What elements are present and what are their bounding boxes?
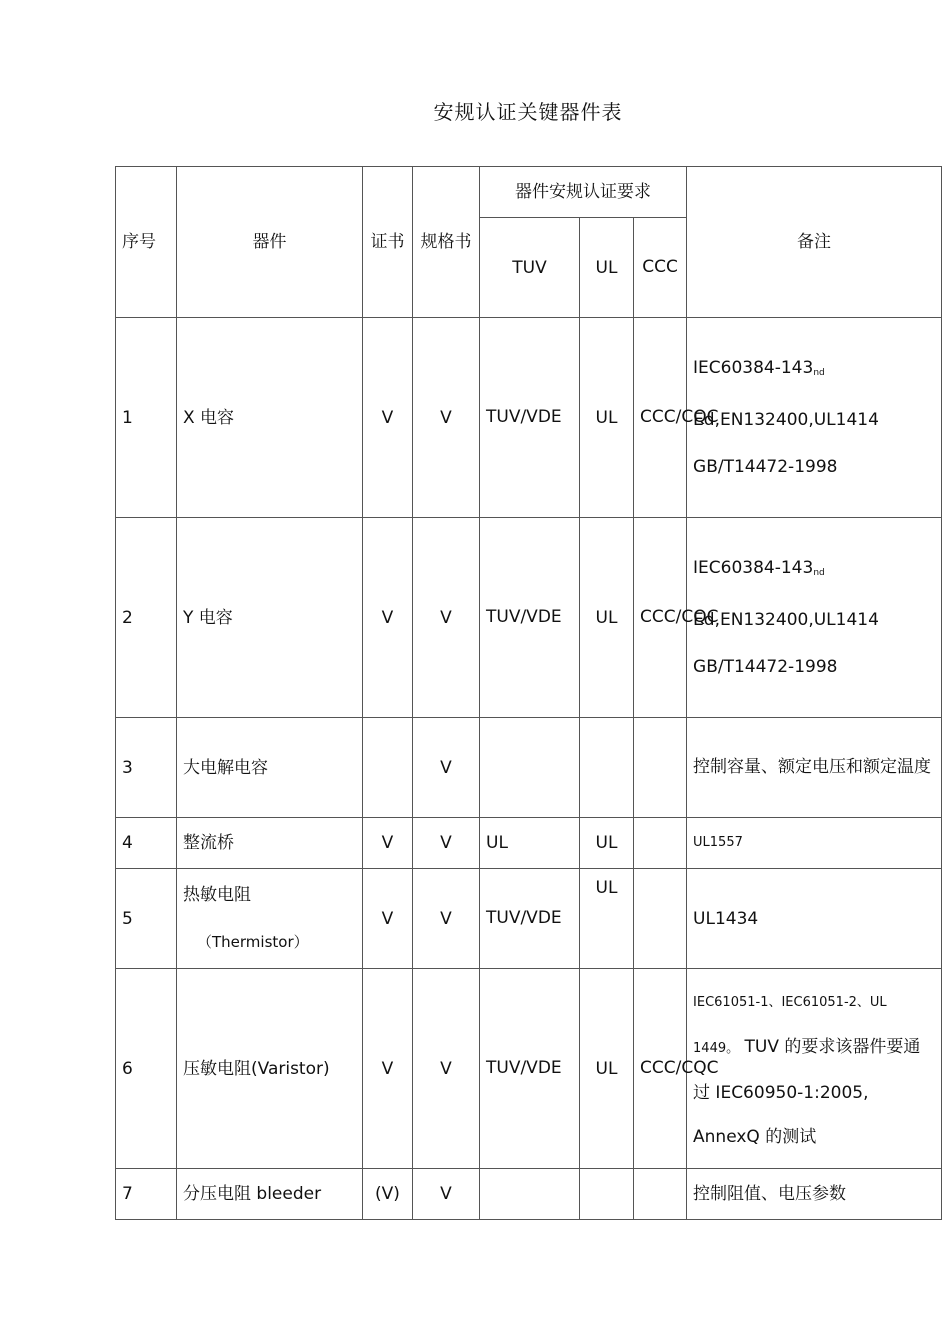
row-part	[177, 869, 363, 969]
row-spec: V	[413, 869, 480, 969]
table-row	[116, 518, 942, 718]
row-tuv: TUV/VDE	[480, 869, 580, 969]
row-cert: V	[363, 969, 413, 1169]
row-cert: V	[363, 818, 413, 869]
row-spec: V	[413, 518, 480, 718]
row-no: 1	[116, 318, 177, 518]
row-part: 压敏电阻(Varistor)	[177, 969, 363, 1169]
row-ul: UL	[580, 969, 634, 1169]
row-remark: UL1434	[687, 869, 942, 969]
row-part: X 电容	[177, 318, 363, 518]
table-row	[116, 969, 942, 1169]
row-remark	[687, 969, 942, 1169]
part-english-name: （Thermistor）	[197, 932, 309, 951]
remark-standards: Ed,EN132400,UL1414	[693, 409, 879, 430]
row-part: 大电解电容	[177, 718, 363, 818]
row-remark	[687, 518, 942, 718]
table-row	[116, 318, 942, 518]
remark-standard: IEC60384-143	[693, 557, 814, 578]
remark-standards: Ed,EN132400,UL1414	[693, 609, 879, 630]
row-spec: V	[413, 1169, 480, 1220]
row-spec: V	[413, 969, 480, 1169]
table-row	[116, 718, 942, 818]
row-no: 5	[116, 869, 177, 969]
remark-tuv-requirement: TUV 的要求该器件要通过 IEC60950-1:2005, AnnexQ 的测试	[693, 1036, 921, 1147]
row-ul	[580, 1169, 634, 1220]
row-remark: UL1557	[687, 818, 942, 869]
row-ul: UL	[580, 518, 634, 718]
row-ul: UL	[580, 818, 634, 869]
row-spec: V	[413, 318, 480, 518]
row-spec: V	[413, 818, 480, 869]
row-tuv: TUV/VDE	[480, 518, 580, 718]
row-no: 3	[116, 718, 177, 818]
row-tuv: TUV/VDE	[480, 969, 580, 1169]
header-cert: 证书	[363, 167, 413, 318]
header-ul: UL	[580, 218, 634, 318]
row-cert: V	[363, 318, 413, 518]
row-part: 分压电阻 bleeder	[177, 1169, 363, 1220]
remark-superscript: nd	[813, 567, 825, 578]
header-no: 序号	[116, 167, 177, 318]
document-title: 安规认证关键器件表	[433, 100, 623, 124]
row-ccc: CCC/CQC	[634, 969, 687, 1169]
row-remark: 控制容量、额定电压和额定温度	[687, 718, 942, 818]
header-ccc: CCC	[634, 218, 687, 318]
row-part: 整流桥	[177, 818, 363, 869]
row-ccc	[634, 1169, 687, 1220]
header-cert-requirements: 器件安规认证要求	[480, 167, 687, 218]
remark-superscript: nd	[813, 367, 825, 378]
row-remark: 控制阻值、电压参数	[687, 1169, 942, 1220]
row-tuv: UL	[480, 818, 580, 869]
header-tuv: TUV	[480, 218, 580, 318]
row-ccc: CCC/CQC	[634, 518, 687, 718]
row-ul: UL	[580, 869, 634, 969]
row-no: 7	[116, 1169, 177, 1220]
row-part: Y 电容	[177, 518, 363, 718]
row-no: 4	[116, 818, 177, 869]
row-cert: V	[363, 518, 413, 718]
row-ul	[580, 718, 634, 818]
row-ccc	[634, 869, 687, 969]
row-ccc: CCC/CQC	[634, 318, 687, 518]
remark-gb: GB/T14472-1998	[693, 456, 838, 477]
table-row	[116, 1169, 942, 1220]
header-remark: 备注	[687, 167, 942, 318]
row-ul: UL	[580, 318, 634, 518]
row-ccc	[634, 818, 687, 869]
part-name: 热敏电阻	[183, 884, 251, 905]
row-no: 2	[116, 518, 177, 718]
header-row	[116, 167, 942, 218]
header-part: 器件	[177, 167, 363, 318]
row-cert	[363, 718, 413, 818]
table-row	[116, 818, 942, 869]
row-tuv: TUV/VDE	[480, 318, 580, 518]
remark-standards-small: IEC61051-1、IEC61051-2、UL 1449。	[693, 994, 887, 1056]
table-row	[116, 869, 942, 969]
row-ccc	[634, 718, 687, 818]
row-cert: V	[363, 869, 413, 969]
header-spec: 规格书	[413, 167, 480, 318]
remark-gb: GB/T14472-1998	[693, 656, 838, 677]
key-components-table	[115, 166, 942, 1220]
row-spec: V	[413, 718, 480, 818]
row-tuv	[480, 1169, 580, 1220]
remark-standard: IEC60384-143	[693, 357, 814, 378]
row-cert: (V)	[363, 1169, 413, 1220]
row-tuv	[480, 718, 580, 818]
row-remark	[687, 318, 942, 518]
row-no: 6	[116, 969, 177, 1169]
